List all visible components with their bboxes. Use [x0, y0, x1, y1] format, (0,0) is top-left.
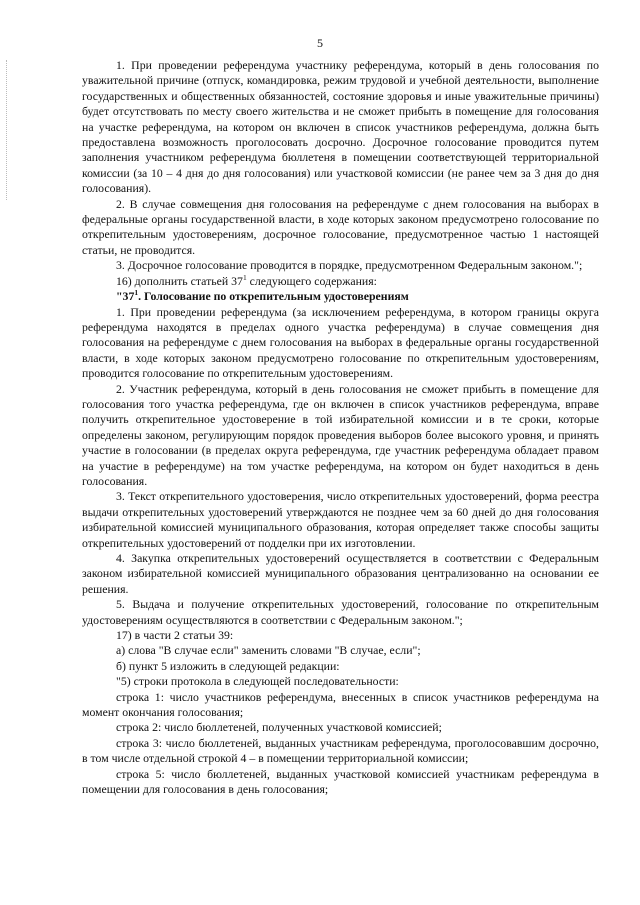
- paragraph: [82, 489, 599, 551]
- paragraph-text: 1. При проведении референдума (за исключением референдума, в котором границы округа референдума находятся в пределах одного участка референдума) в случае совмещения дня голосования на референдуме с днем голосования на выборах в федеральные органы государственной власти, в ходе которых законом предусмотрено голосование по открепительным удостоверениям, проводится голосование по открепительным удостоверениям.: [82, 304, 599, 381]
- paragraph: [82, 597, 599, 628]
- paragraph: [82, 659, 599, 674]
- paragraph-text: 1. При проведении референдума участнику референдума, который в день голосования по уважительной причине (отпуск, командировка, режим трудовой и учебной деятельности, выполнение государственных и общественных обязанностей, состояние здоровья и иные уважительные причины) будет отсутствовать по месту своего жительства и не сможет прибыть в помещение для голосования на участке референдума, на котором он включен в список участников референдума, должна быть предоставлена возможность проголосовать досрочно. Досрочное голосование проводится путем заполнения участником референдума бюллетеня в помещении соответствующей территориальной комиссии (за 10 – 4 дня до дня голосования) или участковой комиссии (не ранее чем за 3 дня до дня голосования).: [82, 58, 599, 196]
- superscript: 1: [134, 288, 139, 298]
- document-body: [82, 58, 599, 798]
- paragraph-text: "37: [116, 289, 135, 304]
- paragraph-text: а) слова "В случае если" заменить словами "В случае, если";: [116, 643, 421, 658]
- paragraph-text: "5) строки протокола в следующей последовательности:: [116, 674, 399, 689]
- paragraph-text: строка 3: число бюллетеней, выданных участникам референдума, проголосовавшим досрочно, в том числе отдельной строкой 4 – в помещении территориальной комиссии;: [82, 735, 599, 766]
- paragraph-text: строка 2: число бюллетеней, полученных участковой комиссией;: [116, 720, 442, 735]
- paragraph-text: 2. В случае совмещения дня голосования на референдуме с днем голосования на выборах в федеральные органы государственной власти, в ходе которых законом предусмотрено голосование по открепительным удостоверениям, досрочное голосование, предусмотренное частью 1 настоящей статьи, не проводится.: [82, 196, 599, 257]
- paragraph: [82, 382, 599, 490]
- paragraph: [82, 628, 599, 643]
- paragraph-text: 17) в части 2 статьи 39:: [116, 628, 234, 643]
- paragraph: [82, 643, 599, 658]
- paragraph-text: 4. Закупка открепительных удостоверений осуществляется в соответствии с Федеральным законом избирательной комиссией муниципального образования централизованно на основании ее решения.: [82, 551, 599, 596]
- paragraph-text-continued: следующего содержания:: [246, 273, 377, 288]
- paragraph: [82, 767, 599, 798]
- paragraph-text: строка 5: число бюллетеней, выданных участковой комиссией участникам референдума в помещении для голосования в день голосования;: [82, 766, 599, 797]
- paragraph-text-continued: . Голосование по открепительным удостоверениям: [138, 289, 409, 304]
- paragraph-text: 2. Участник референдума, который в день голосования не сможет прибыть в помещение для голосования того участка референдума, где он включен в список участников референдума, вправе получить открепительное удостоверение в той избирательной комиссии и в те сроки, которые определены законом, регулирующим порядок проведения выборов более высокого уровня, и принять участие в голосовании (в пределах округа референдума, где участник референдума обладает правом на участие в референдуме) на том участке референдума, на котором он будет находиться в день голосования.: [82, 381, 599, 488]
- paragraph: [82, 274, 599, 289]
- paragraph: [82, 674, 599, 689]
- scan-edge-marks: [6, 60, 8, 200]
- paragraph-text: б) пункт 5 изложить в следующей редакции:: [116, 658, 340, 673]
- paragraph-text: 3. Текст открепительного удостоверения, число открепительных удостоверений, форма реестра выдачи открепительных удостоверений утверждаются не позднее чем за 60 дней до дня голосования избирательной комиссией муниципального образования, которая определяет также способы защиты открепительных удостоверений от подделки при их изготовлении.: [82, 489, 599, 550]
- paragraph: [82, 690, 599, 721]
- paragraph: [82, 736, 599, 767]
- paragraph: [82, 258, 599, 273]
- article-heading: [82, 289, 599, 304]
- superscript: 1: [242, 272, 247, 282]
- paragraph-text: 5. Выдача и получение открепительных удостоверений, голосование по открепительным удостоверениям осуществляются в соответствии с Федеральным законом.";: [82, 597, 599, 627]
- paragraph-text: строка 1: число участников референдума, внесенных в список участников референдума на момент окончания голосования;: [82, 689, 599, 720]
- paragraph: [82, 197, 599, 259]
- paragraph: [82, 58, 599, 197]
- page-number: 5: [317, 36, 323, 50]
- paragraph-text: 16) дополнить статьей 37: [116, 273, 243, 288]
- paragraph: [82, 305, 599, 382]
- paragraph-text: 3. Досрочное голосование проводится в порядке, предусмотренном Федеральным законом.";: [116, 258, 583, 273]
- paragraph: [82, 551, 599, 597]
- paragraph: [82, 720, 599, 735]
